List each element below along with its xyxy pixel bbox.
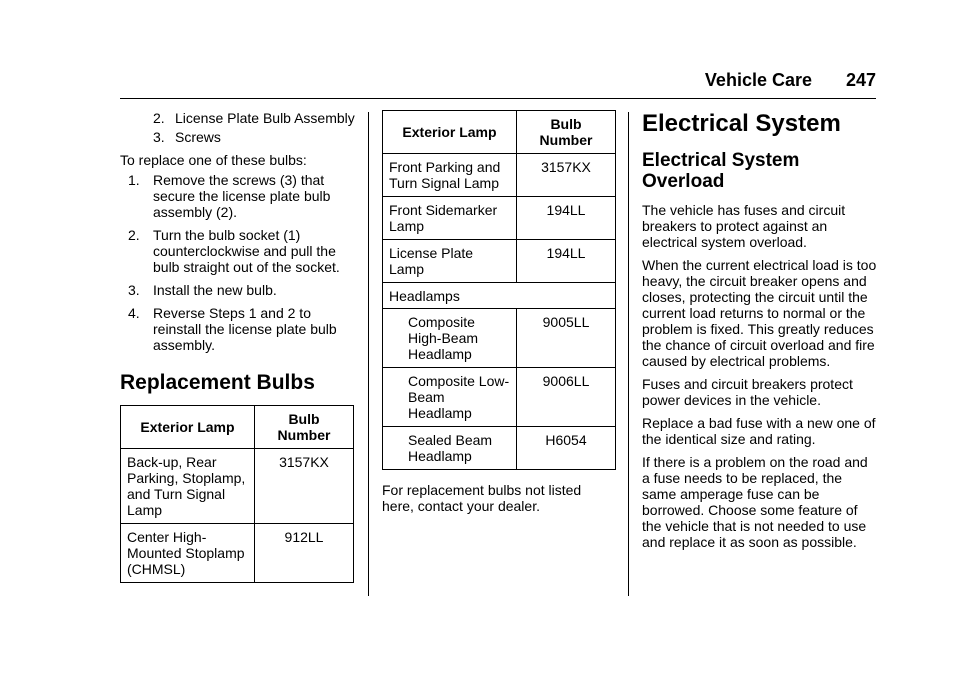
page-number: 247 <box>845 70 876 90</box>
column-header-bulb: Bulb Number <box>517 111 616 154</box>
table-row <box>383 368 616 427</box>
bulb-cell: 194LL <box>517 240 616 283</box>
step-number: 4. <box>128 305 140 321</box>
list-item <box>120 129 356 145</box>
bulb-table-continued <box>382 110 616 470</box>
table-row <box>383 309 616 368</box>
step-text: Turn the bulb socket (1) counterclockwise and pull the bulb straight out of the socket. <box>153 227 340 275</box>
table-row <box>121 449 354 524</box>
list-number: 2. <box>153 110 165 126</box>
page-header <box>0 70 960 96</box>
group-label-headlamps: Headlamps <box>383 283 616 309</box>
step <box>120 227 356 275</box>
subsection-heading: Electrical System Overload <box>642 150 800 192</box>
lamp-cell: Composite High-Beam Headlamp <box>383 309 517 368</box>
lamp-cell: Center High-Mounted Stoplamp (CHMSL) <box>121 524 255 583</box>
column-left <box>120 110 356 583</box>
table-header-row <box>383 111 616 154</box>
paragraph: If there is a problem on the road and a fuse needs to be replaced, the same amperage fuse can be borrowed. Choose some feature of the vehicle that is not needed to use and replace it as soon as possible. <box>642 454 868 550</box>
table-row <box>383 240 616 283</box>
lamp-cell: License Plate Lamp <box>383 240 517 283</box>
list-number: 3. <box>153 129 165 145</box>
step-number: 1. <box>128 172 140 188</box>
lamp-cell: Front Sidemarker Lamp <box>383 197 517 240</box>
column-divider-2 <box>628 112 629 596</box>
bulb-cell: 9006LL <box>517 368 616 427</box>
column-header-bulb: Bulb Number <box>255 406 354 449</box>
bulb-cell: 9005LL <box>517 309 616 368</box>
lamp-cell: Sealed Beam Headlamp <box>383 427 517 470</box>
step-text: Reverse Steps 1 and 2 to reinstall the license plate bulb assembly. <box>153 305 337 353</box>
section-title: Vehicle Care <box>704 70 812 90</box>
paragraph: The vehicle has fuses and circuit breakers to protect against an electrical system overload. <box>642 202 846 250</box>
table-header-row <box>121 406 354 449</box>
list-text: License Plate Bulb Assembly <box>175 110 355 126</box>
column-header-lamp: Exterior Lamp <box>383 111 517 154</box>
paragraph: Fuses and circuit breakers protect power devices in the vehicle. <box>642 376 853 408</box>
column-middle <box>382 110 616 514</box>
lamp-cell: Back-up, Rear Parking, Stoplamp, and Turn Signal Lamp <box>121 449 255 524</box>
column-header-lamp: Exterior Lamp <box>121 406 255 449</box>
lamp-cell: Composite Low-Beam Headlamp <box>383 368 517 427</box>
bulb-cell: H6054 <box>517 427 616 470</box>
list-text: Screws <box>175 129 221 145</box>
table-row <box>383 427 616 470</box>
step-number: 2. <box>128 227 140 243</box>
list-item <box>120 110 356 126</box>
step <box>120 172 356 220</box>
paragraph: When the current electrical load is too heavy, the circuit breaker opens and closes, protecting the circuit until the current load returns to normal or the problem is fixed. This greatly reduces the chance of circuit overload and fire caused by electrical problems. <box>642 257 877 369</box>
paragraph: Replace a bad fuse with a new one of the identical size and rating. <box>642 415 876 447</box>
step <box>120 282 356 298</box>
note-text: For replacement bulbs not listed here, contact your dealer. <box>382 482 582 514</box>
table-row <box>121 524 354 583</box>
column-divider-1 <box>368 112 369 596</box>
table-group-row <box>383 283 616 309</box>
bulb-cell: 194LL <box>517 197 616 240</box>
step-text: Install the new bulb. <box>153 282 277 298</box>
section-heading: Replacement Bulbs <box>120 371 315 394</box>
header-rule <box>120 98 876 99</box>
bulb-cell: 3157KX <box>255 449 354 524</box>
column-right <box>642 110 878 550</box>
intro-text: To replace one of these bulbs: <box>120 152 307 168</box>
bulb-cell: 912LL <box>255 524 354 583</box>
step-text: Remove the screws (3) that secure the license plate bulb assembly (2). <box>153 172 331 220</box>
bulb-table <box>120 405 354 583</box>
table-row <box>383 154 616 197</box>
table-row <box>383 197 616 240</box>
bulb-cell: 3157KX <box>517 154 616 197</box>
step <box>120 305 356 353</box>
lamp-cell: Front Parking and Turn Signal Lamp <box>383 154 517 197</box>
step-number: 3. <box>128 282 140 298</box>
page-title: Electrical System <box>642 110 841 137</box>
